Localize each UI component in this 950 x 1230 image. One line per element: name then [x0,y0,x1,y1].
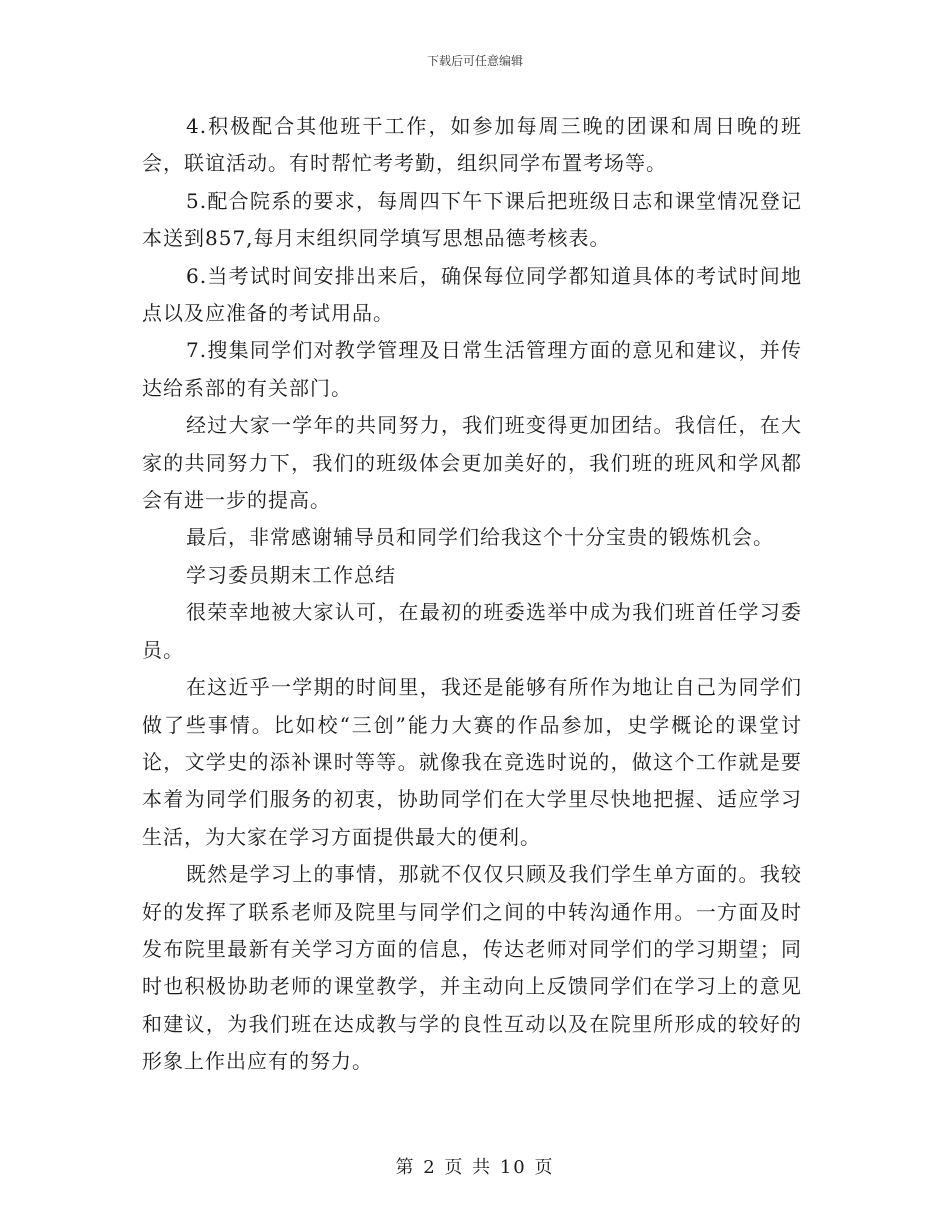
page-footer: 第 2 页 共 10 页 [395,1157,555,1178]
paragraph-intro: 很荣幸地被大家认可，在最初的班委选举中成为我们班首任学习委员。 [142,600,802,662]
paragraph-thanks: 最后，非常感谢辅导员和同学们给我这个十分宝贵的锻炼机会。 [186,525,774,550]
paragraph-item-5: 5.配合院系的要求，每周四下午下课后把班级日志和课堂情况登记本送到857,每月末组织同学填写思想品德考核表。 [142,188,802,251]
page-header: 下载后可任意编辑 [426,54,523,68]
paragraph-communication: 既然是学习上的事情，那就不仅仅只顾及我们学生单方面的。我较好的发挥了联系老师及院里与同学们之间的中转沟通作用。一方面及时发布院里最新有关学习方面的信息，传达老师对同学们的学习期望；同时也积极协助老师的课堂教学，并主动向上反馈同学们在学习上的意见和建议，为我们班在达成教与学的良性互动以及在院里所形成的较好的形象上作出应有的努力。 [142,862,802,1074]
paragraph-item-4: 4.积极配合其他班干工作，如参加每周三晚的团课和周日晚的班会，联谊活动。有时帮忙考考勤，组织同学布置考场等。 [142,114,802,176]
paragraph-item-6: 6.当考试时间安排出来后，确保每位同学都知道具体的考试时间地点以及应准备的考试用品。 [142,263,802,326]
section-title: 学习委员期末工作总结 [186,562,396,587]
paragraph-semester: 在这近乎一学期的时间里，我还是能够有所作为地让自己为同学们做了些事情。比如校“三创”能力大赛的作品参加，史学概论的课堂讨论，文学史的添补课时等等。就像我在竞选时说的，做这个工作就是要本着为同学们服务的初衷，协助同学们在大学里尽快地把握、适应学习生活，为大家在学习方面提供最大的便利。 [142,675,802,849]
document-body [142,108,802,1081]
paragraph-conclusion: 经过大家一学年的共同努力，我们班变得更加团结。我信任，在大家的共同努力下，我们的班级体会更加美好的，我们班的班风和学风都会有进一步的提高。 [142,413,802,513]
paragraph-item-7: 7.搜集同学们对教学管理及日常生活管理方面的意见和建议，并传达给系部的有关部门。 [142,338,802,400]
